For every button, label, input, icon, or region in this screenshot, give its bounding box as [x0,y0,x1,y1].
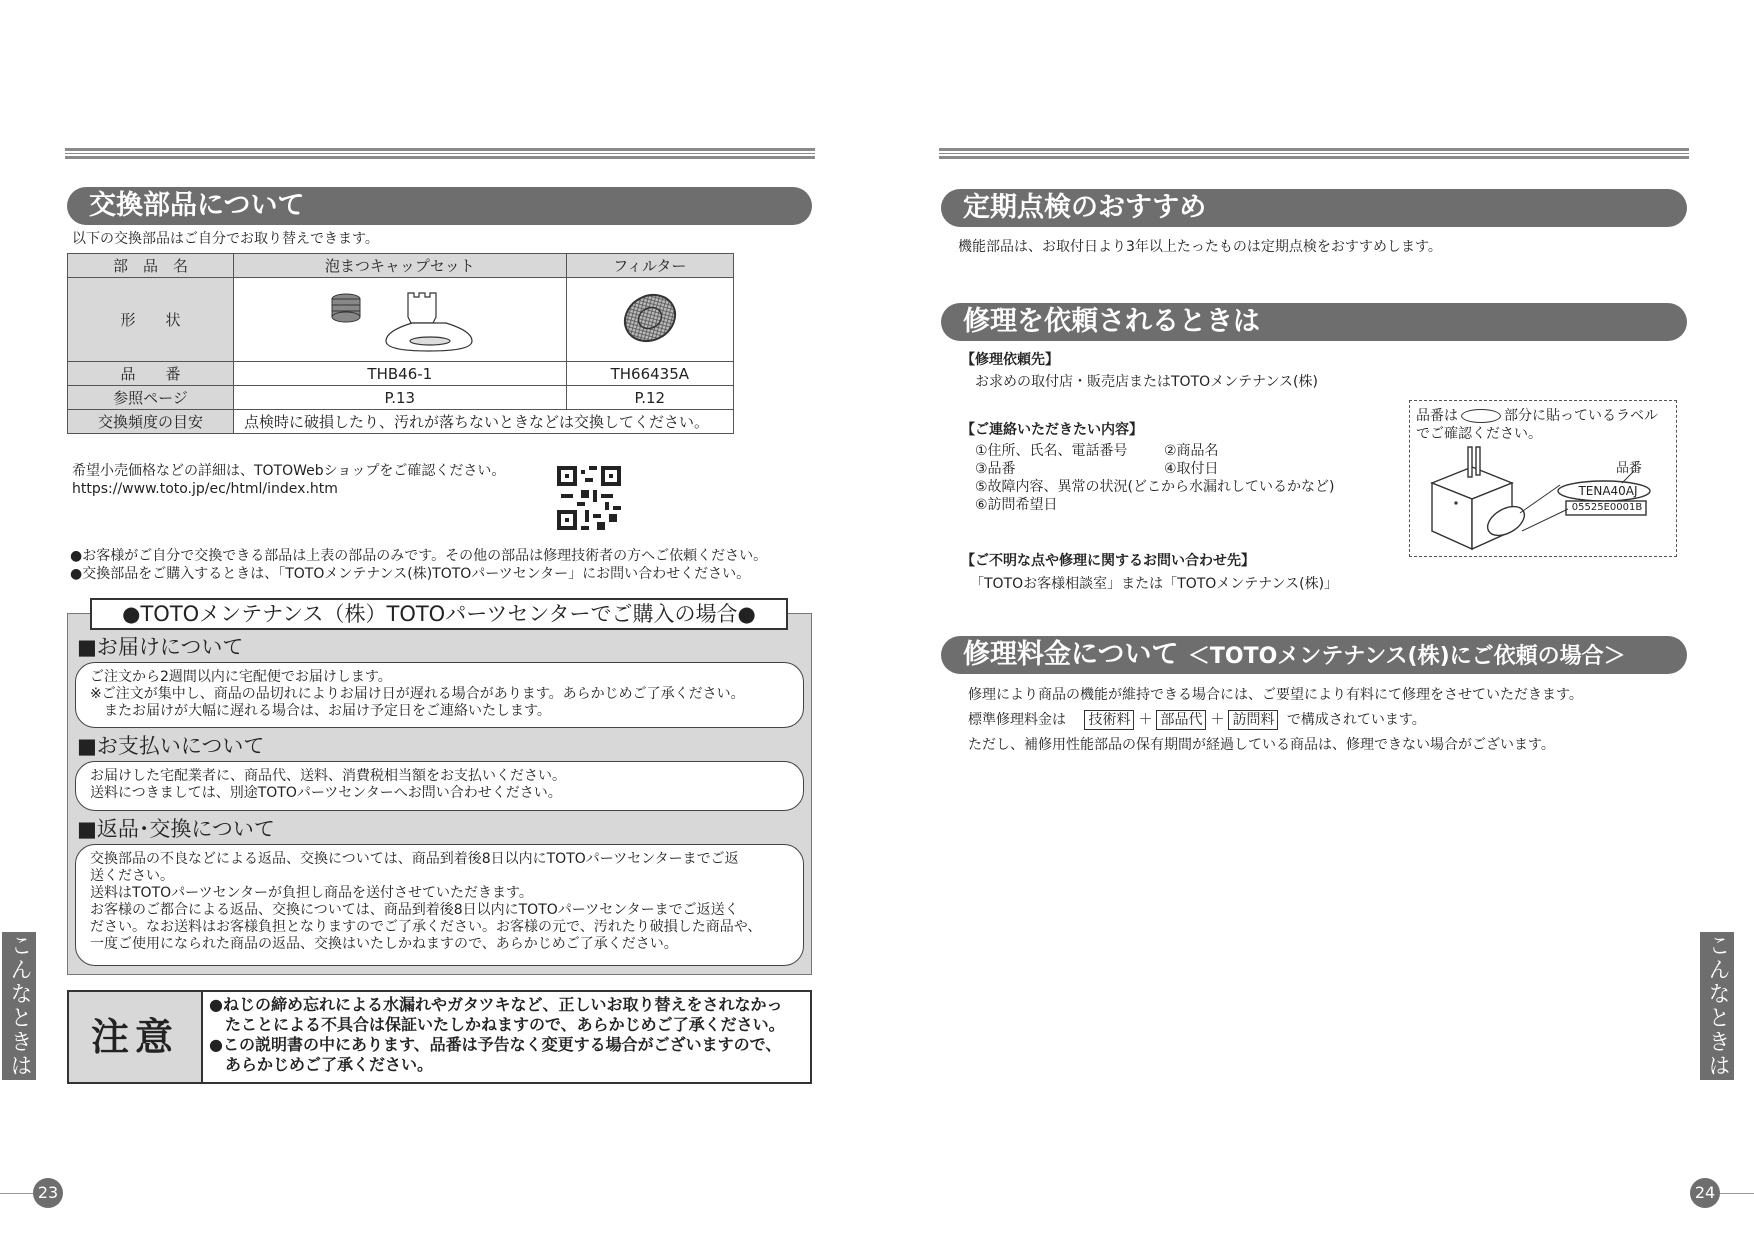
returns-line: ださい。なお送料はお客様負担となりますのでご了承ください。お客様の元で、汚れたり破損した商品や、 [90,919,762,935]
parts-table [67,253,734,434]
fee-prefix: 標準修理料金は [968,712,1066,728]
col-header-part-name: 部 品 名 [68,254,234,278]
top-rule-right [939,148,1689,159]
top-rule-left [65,148,815,159]
foam-cap-set-icon [320,283,480,353]
row-label-shape: 形 状 [68,278,234,362]
section-header-text: 修理を依頼されるときは [963,306,1260,337]
plus-sign: ＋ [1138,712,1153,728]
ref-page-cell: P.12 [566,386,733,410]
caution-label: 注意 [69,992,203,1082]
returns-info-box [75,844,804,966]
returns-line: 交換部品の不良などによる返品、交換については、商品到着後8日以内にTOTOパーツセンターまでご返 [90,851,739,867]
delivery-info-box [75,662,804,728]
inquiry-text: 「TOTOお客様相談室」または「TOTOメンテナンス(株)」 [970,576,1339,592]
row-label-frequency: 交換頻度の目安 [68,410,234,434]
caution-line: あらかじめご了承ください。 [209,1055,434,1074]
contact-item: ⑤故障内容、異常の状況(どこから水漏れしているかなど) [975,479,1335,495]
inspection-text: 機能部品は、お取付日より3年以上たったものは定期点検をおすすめします。 [958,239,1442,255]
fee-item-tech: 技術料 [1084,710,1134,730]
bullet-line: ●お客様がご自分で交換できる部品は上表の部品のみです。その他の部品は修理技術者の方へご依頼ください。 [70,548,768,564]
side-tab-left[interactable]: こんなときは [2,932,36,1080]
purchase-box-title: ●TOTOメンテナンス（株）TOTOパーツセンターでご購入の場合● [90,598,788,630]
section-header-subtext: ＜TOTOメンテナンス(株)にご依頼の場合＞ [1187,644,1626,669]
delivery-line: ご注文から2週間以内に宅配便でお届けします。 [90,669,392,685]
fee-item-parts: 部品代 [1156,710,1206,730]
ref-page-cell: P.13 [234,386,567,410]
table-row [68,362,734,386]
payment-line: 送料につきましては、別途TOTOパーツセンターへお問い合わせください。 [90,785,562,801]
intro-text: 以下の交換部品はご自分でお取り替えできます。 [72,231,379,247]
subheading-payment: ■お支払いについて [77,734,265,758]
section-header-text: 交換部品について [89,190,305,221]
label-model-number: TENA40AJ [1578,484,1638,498]
contact-item: ②商品名 [1164,443,1219,459]
subheading-returns: ■返品･交換について [77,817,275,841]
row-label-ref-page: 参照ページ [68,386,234,410]
label-note-a: 品番は [1416,408,1458,424]
repair-to-text: お求めの取付店・販売店またはTOTOメンテナンス(株) [975,374,1318,390]
returns-line: お客様のご都合による返品、交換については、商品到着後8日以内にTOTOパーツセンターまでご返送く [90,902,739,918]
filter-icon [610,283,690,353]
section-header-text: 修理料金について [963,639,1179,670]
web-url[interactable]: https://www.toto.jp/ec/html/index.htm [72,481,338,497]
page-number-left: 23 [33,1178,63,1208]
contact-item: ④取付日 [1164,461,1219,477]
fee-formula [968,710,1426,730]
fee-suffix: で構成されています。 [1286,712,1426,728]
section-header-periodic-inspection [941,189,1687,227]
part-number-cell: TH66435A [566,362,733,386]
label-note-line1 [1416,407,1658,425]
bullet-line: ●交換部品をご購入するときは、「TOTOメンテナンス(株)TOTOパーツセンター」にお問い合わせください。 [70,566,751,582]
section-header-replacement-parts [67,187,812,225]
qr-code-icon[interactable] [557,466,621,530]
caution-line: たことによる不具合は保証いたしかねますので、あらかじめご了承ください。 [209,1015,785,1034]
caution-line: ●この説明書の中にあります、品番は予告なく変更する場合がございますので、 [209,1035,782,1054]
caution-line: ●ねじの締め忘れによる水漏れやガタツキなど、正しいお取り替えをされなかっ [209,995,783,1014]
side-tab-right[interactable]: こんなときは [1700,932,1734,1080]
contact-heading: 【ご連絡いただきたい内容】 [961,422,1143,438]
contact-item: ③品番 [975,461,1016,477]
fee-line-1: 修理により商品の機能が維持できる場合には、ご要望により有料にて修理をさせていただきます。 [968,687,1583,703]
table-row [68,254,734,278]
fee-item-visit: 訪問料 [1228,710,1278,730]
col-header-foam-cap: 泡まつキャップセット [234,254,567,278]
contact-item: ⑥訪問希望日 [975,497,1058,513]
page-line-left [0,1193,34,1194]
label-serial-number: 05525E0001B [1571,502,1643,513]
caution-text [209,995,785,1075]
section-header-repair-fees [941,636,1687,674]
page-line-right [1720,1193,1754,1194]
payment-info-box [75,761,804,811]
contact-item: ①住所、氏名、電話番号 [975,443,1128,459]
table-row [68,386,734,410]
caution-box [67,990,812,1084]
section-header-text: 定期点検のおすすめ [963,192,1207,223]
col-header-filter: フィルター [566,254,733,278]
delivery-line: ※ご注文が集中し、商品の品切れによりお届け日が遅れる場合があります。あらかじめご了承ください。 [90,686,745,702]
label-oval-icon [1461,409,1501,423]
page-number-right: 24 [1690,1178,1720,1208]
fee-line-3: ただし、補修用性能部品の保有期間が経過している商品は、修理できない場合がございます。 [968,737,1555,753]
plus-sign: ＋ [1210,712,1225,728]
returns-line: 送料はTOTOパーツセンターが負担し商品を送付させていただきます。 [90,885,533,901]
part-number-cell: THB46-1 [234,362,567,386]
section-header-repair-request [941,303,1687,341]
frequency-cell: 点検時に破損したり、汚れが落ちないときなどは交換してください。 [234,410,734,434]
subheading-delivery: ■お届けについて [77,635,244,659]
label-caption: 品番 [1616,461,1643,476]
table-row [68,410,734,434]
web-note: 希望小売価格などの詳細は、TOTOWebショップをご確認ください。 [72,463,506,479]
payment-line: お届けした宅配業者に、商品代、送料、消費税相当額をお支払いください。 [90,768,566,784]
label-location-figure [1409,400,1677,557]
repair-to-heading: 【修理依頼先】 [961,352,1059,368]
row-label-part-number: 品 番 [68,362,234,386]
filter-illustration [566,278,733,362]
label-note-b: 部分に貼っているラベル [1504,408,1658,424]
delivery-line: またお届けが大幅に遅れる場合は、お届け予定日をご連絡いたします。 [90,703,551,719]
returns-line: 一度ご使用になられた商品の返品、交換はいたしかねますので、あらかじめご了承ください。 [90,936,678,952]
label-note-line2: でご確認ください。 [1416,426,1542,442]
inquiry-heading: 【ご不明な点や修理に関するお問い合わせ先】 [961,553,1255,569]
foam-cap-illustration [234,278,567,362]
returns-line: 送ください。 [90,868,174,884]
table-row [68,278,734,362]
